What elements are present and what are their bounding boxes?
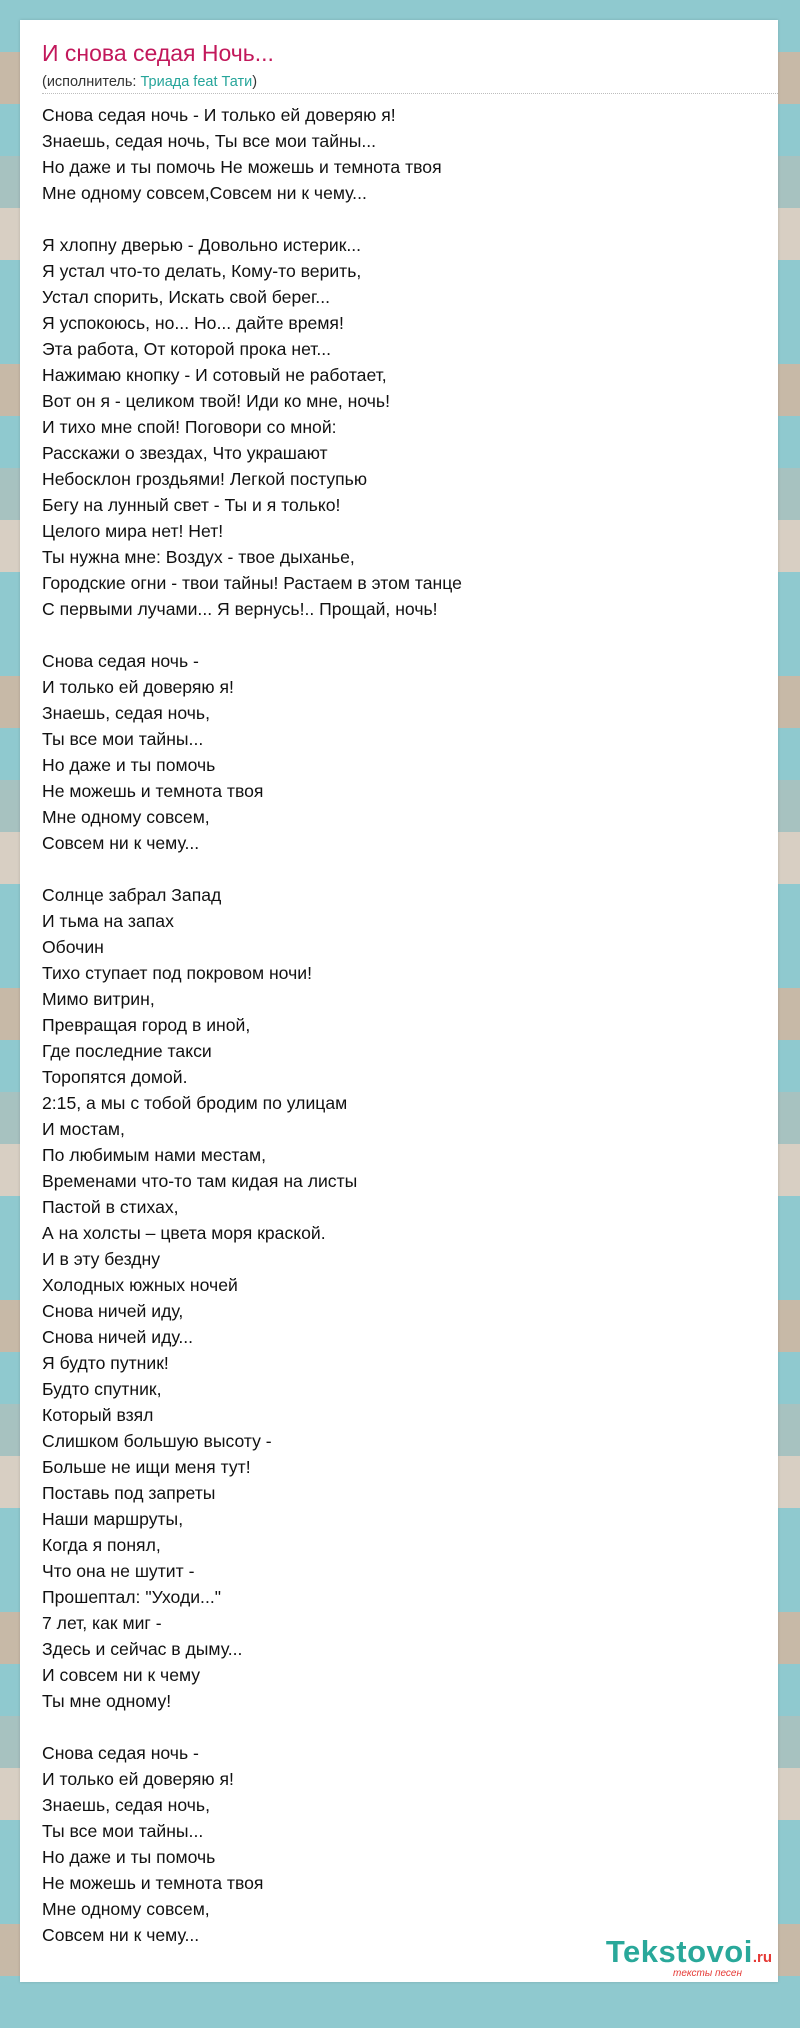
lyric-line: И только ей доверяю я! [42, 1769, 234, 1789]
lyric-line: Наши маршруты, [42, 1509, 184, 1529]
lyric-line: Превращая город в иной, [42, 1015, 251, 1035]
lyric-line: Расскажи о звездах, Что украшают [42, 443, 328, 463]
lyric-line: Но даже и ты помочь [42, 1847, 216, 1867]
lyric-line: И тьма на запах [42, 911, 174, 931]
lyric-line: Снова седая ночь - [42, 651, 199, 671]
lyric-line: Ты все мои тайны... [42, 729, 204, 749]
lyric-line: Что она не шутит - [42, 1561, 195, 1581]
lyric-line: Слишком большую высоту - [42, 1431, 272, 1451]
lyric-line: Но даже и ты помочь [42, 755, 216, 775]
lyric-line: Совсем ни к чему... [42, 833, 200, 853]
lyric-line: Ты все мои тайны... [42, 1821, 204, 1841]
logo-tagline: тексты песен [673, 1968, 742, 1979]
stanza-break [42, 206, 762, 232]
lyric-line: И только ей доверяю я! [42, 677, 234, 697]
lyric-line: И в эту бездну [42, 1249, 161, 1269]
site-logo[interactable] [552, 1934, 772, 1979]
title-divider [42, 93, 778, 94]
background-stripe [0, 1976, 800, 2028]
lyric-line: Эта работа, От которой прока нет... [42, 339, 332, 359]
lyric-line: Совсем ни к чему... [42, 1925, 200, 1945]
song-title: И снова седая Ночь... [42, 40, 274, 66]
lyric-line: А на холсты – цвета моря краской. [42, 1223, 326, 1243]
stanza-break [42, 1714, 762, 1740]
lyric-line: Знаешь, седая ночь, [42, 1795, 210, 1815]
lyric-line: Не можешь и темнота твоя [42, 1873, 264, 1893]
lyric-line: Больше не ищи меня тут! [42, 1457, 251, 1477]
lyric-line: И мостам, [42, 1119, 125, 1139]
lyric-line: И тихо мне спой! Поговори со мной: [42, 417, 337, 437]
lyric-line: Целого мира нет! Нет! [42, 521, 224, 541]
lyric-line: Устал спорить, Искать свой берег... [42, 287, 330, 307]
lyric-line: Ты мне одному! [42, 1691, 172, 1711]
logo-name: Tekstovoi [605, 1934, 753, 1969]
lyric-line: 2:15, а мы с тобой бродим по улицам [42, 1093, 348, 1113]
lyric-line: Снова ничей иду, [42, 1301, 184, 1321]
lyric-line: Поставь под запреты [42, 1483, 216, 1503]
logo-wordmark [606, 1934, 772, 1970]
lyric-line: Снова седая ночь - [42, 1743, 199, 1763]
stanza-break [42, 622, 762, 648]
lyric-line: Не можешь и темнота твоя [42, 781, 264, 801]
lyric-line: Тихо ступает под покровом ночи! [42, 963, 312, 983]
artist-suffix: ) [252, 74, 258, 90]
lyric-line: И совсем ни к чему [42, 1665, 201, 1685]
lyric-line: Здесь и сейчас в дыму... [42, 1639, 243, 1659]
logo-tld: .ru [752, 1949, 772, 1966]
lyrics-card [20, 20, 778, 1982]
lyric-line: По любимым нами местам, [42, 1145, 267, 1165]
lyric-line: Мне одному совсем, [42, 1899, 210, 1919]
artist-prefix: (исполнитель: [42, 74, 141, 90]
lyric-line: Мне одному совсем, [42, 807, 210, 827]
lyric-line: Я будто путник! [42, 1353, 169, 1373]
lyric-line: Знаешь, седая ночь, [42, 703, 210, 723]
lyric-line: Солнце забрал Запад [42, 885, 222, 905]
lyric-line: Прошептал: "Уходи..." [42, 1587, 221, 1607]
lyric-line: Снова седая ночь - И только ей доверяю я! [42, 105, 396, 125]
lyric-line: Нажимаю кнопку - И сотовый не работает, [42, 365, 387, 385]
lyrics-text [42, 102, 762, 1948]
lyric-line: Небосклон гроздьями! Легкой поступью [42, 469, 368, 489]
stanza-break [42, 856, 762, 882]
lyric-line: Холодных южных ночей [42, 1275, 238, 1295]
artist-link[interactable]: Триада feat Тати [140, 74, 253, 90]
lyric-line: Вот он я - целиком твой! Иди ко мне, ночь! [42, 391, 390, 411]
lyric-line: Ты нужна мне: Воздух - твое дыханье, [42, 547, 355, 567]
lyric-line: Временами что-то там кидая на листы [42, 1171, 358, 1191]
lyric-line: Я успокоюсь, но... Но... дайте время! [42, 313, 344, 333]
lyric-line: Снова ничей иду... [42, 1327, 194, 1347]
lyric-line: Мне одному совсем,Совсем ни к чему... [42, 183, 367, 203]
lyric-line: Я устал что-то делать, Кому-то верить, [42, 261, 362, 281]
lyric-line: Который взял [42, 1405, 154, 1425]
lyric-line: Торопятся домой. [42, 1067, 188, 1087]
artist-line [42, 74, 257, 90]
lyric-line: Будто спутник, [42, 1379, 162, 1399]
lyric-line: Когда я понял, [42, 1535, 161, 1555]
lyric-line: 7 лет, как миг - [42, 1613, 162, 1633]
lyric-line: Знаешь, седая ночь, Ты все мои тайны... [42, 131, 377, 151]
lyric-line: Городские огни - твои тайны! Растаем в этом танце [42, 573, 462, 593]
lyric-line: Пастой в стихах, [42, 1197, 179, 1217]
lyric-line: Бегу на лунный свет - Ты и я только! [42, 495, 341, 515]
lyric-line: Обочин [42, 937, 104, 957]
lyric-line: Но даже и ты помочь Не можешь и темнота твоя [42, 157, 442, 177]
lyric-line: Я хлопну дверью - Довольно истерик... [42, 235, 362, 255]
lyric-line: Мимо витрин, [42, 989, 155, 1009]
lyric-line: С первыми лучами... Я вернусь!.. Прощай, ночь! [42, 599, 438, 619]
lyric-line: Где последние такси [42, 1041, 212, 1061]
